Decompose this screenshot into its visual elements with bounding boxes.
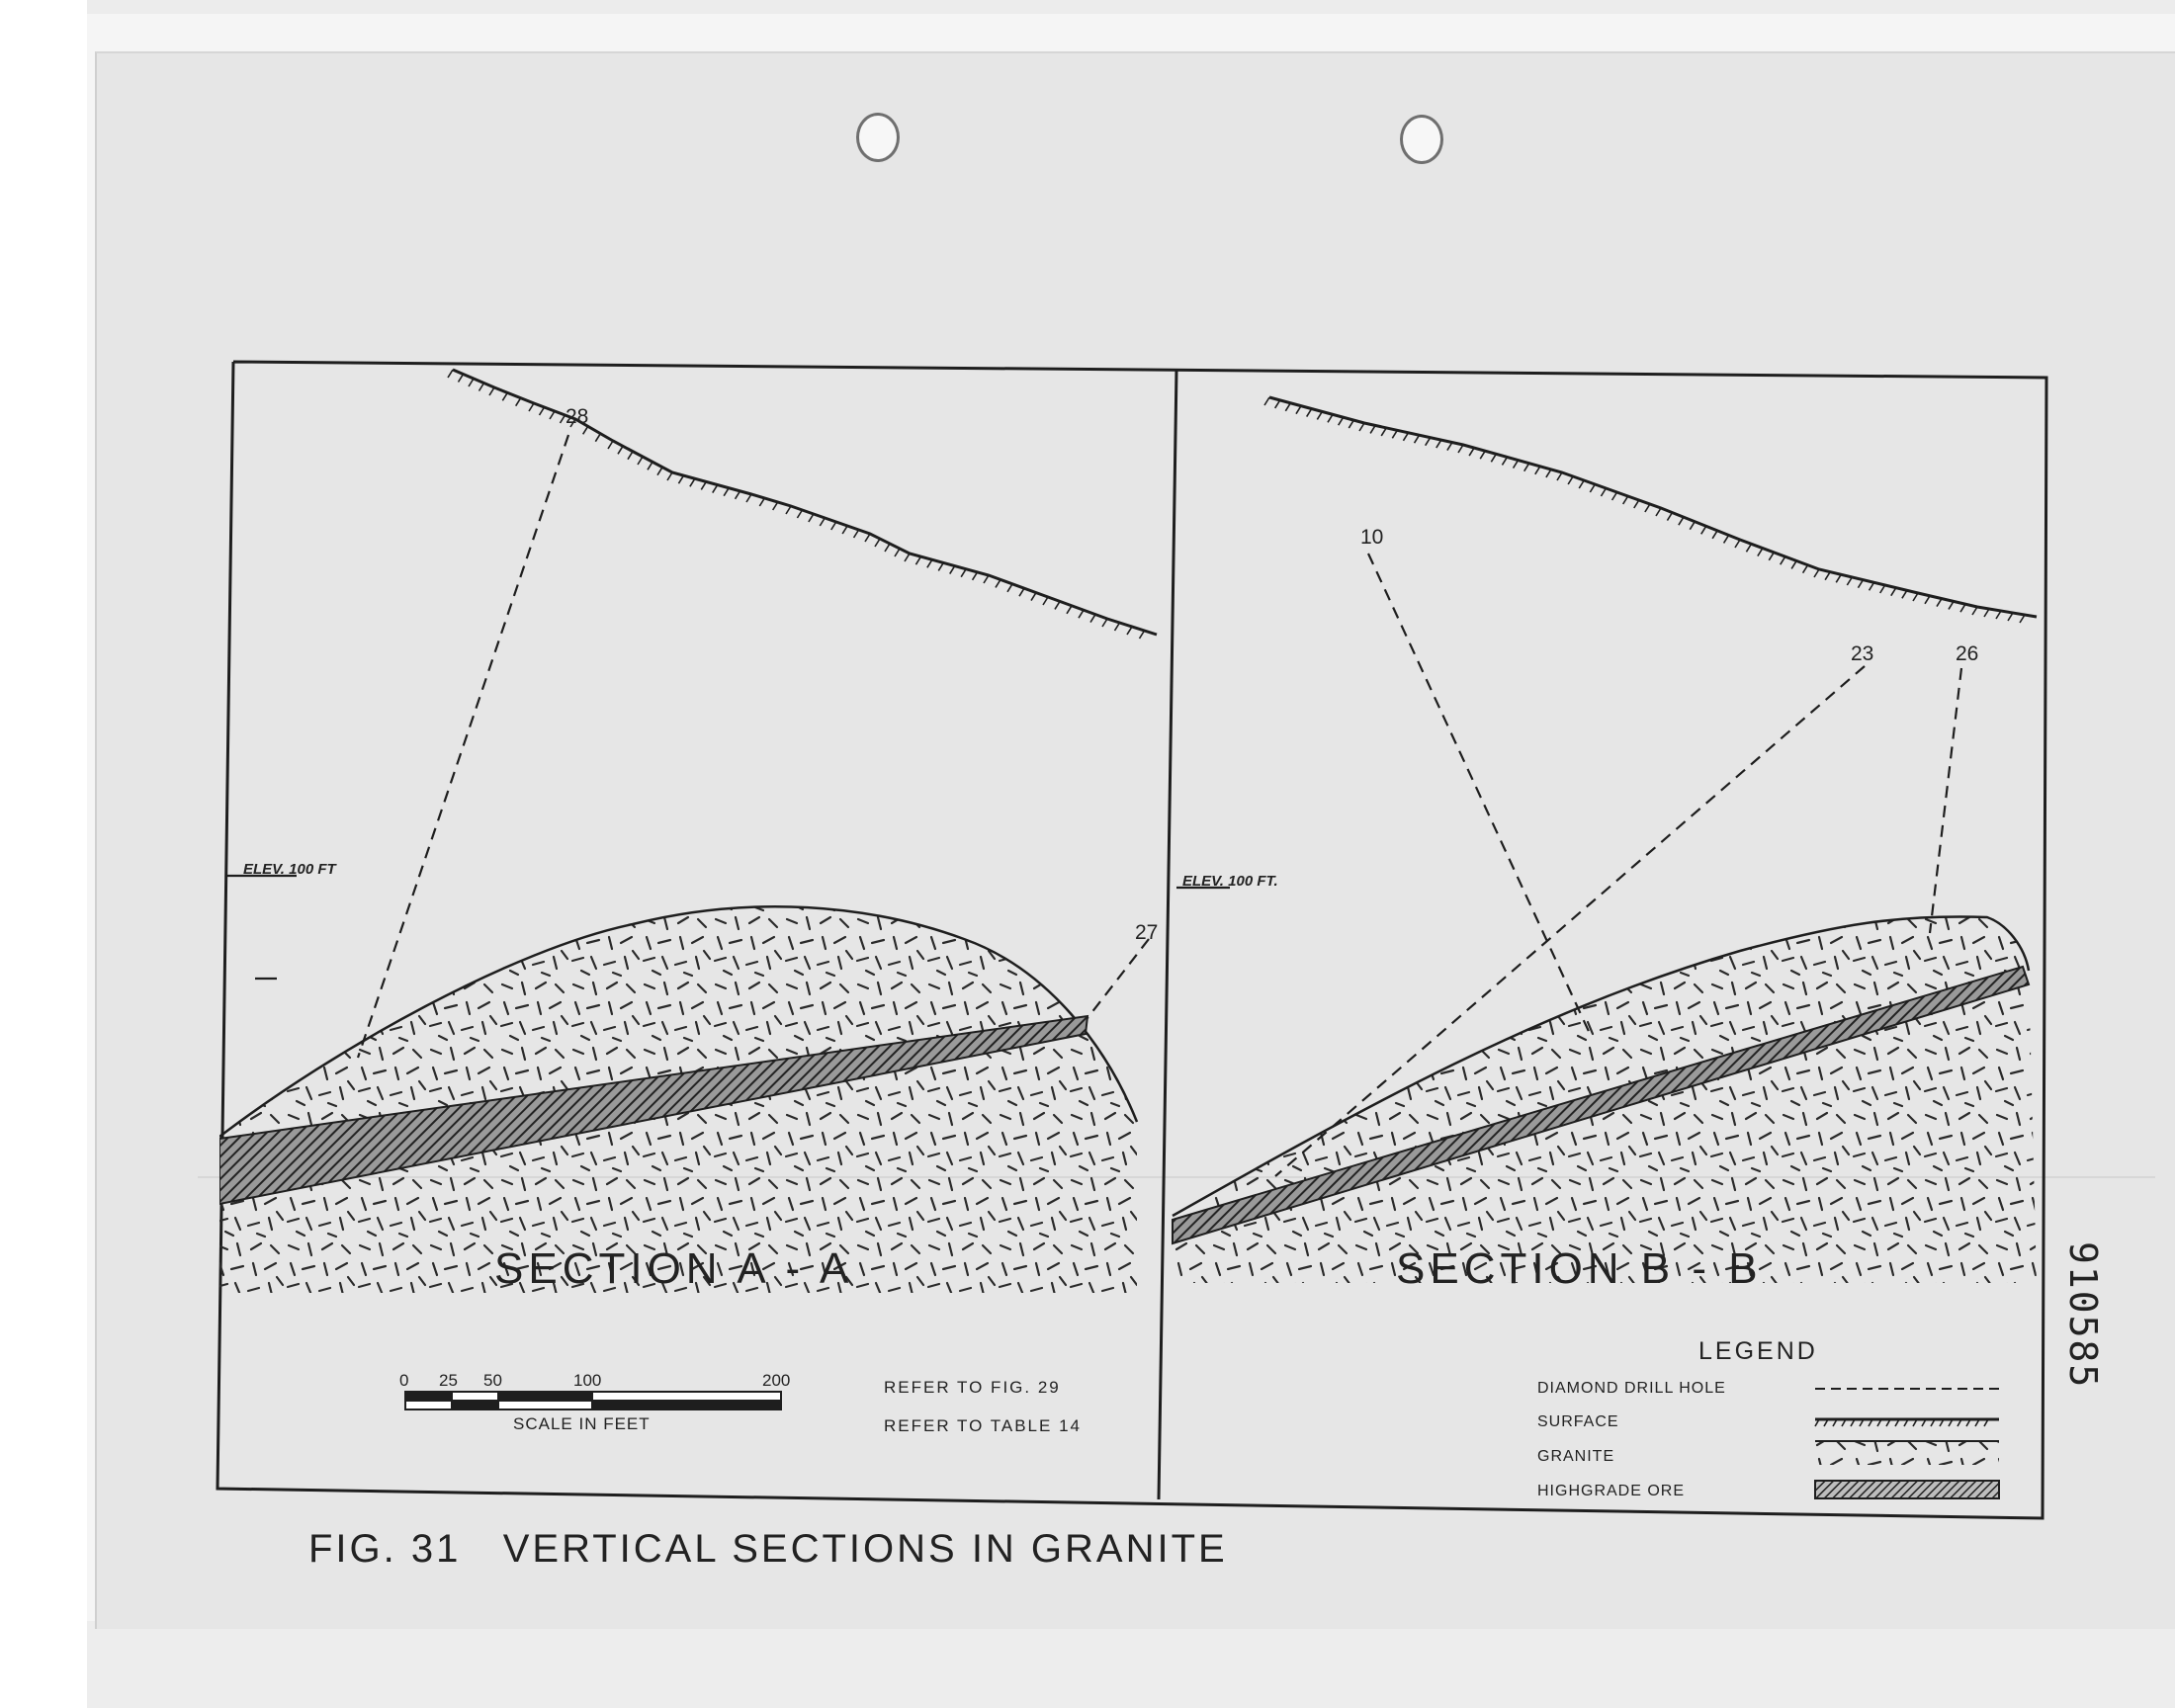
surface-hatch-tick [1735, 540, 1740, 548]
surface-hatch-tick [2020, 615, 2025, 623]
surface-hatch-tick [1370, 425, 1375, 433]
drill-hole-label-26: 26 [1956, 642, 1979, 665]
legend-label-granite: GRANITE [1537, 1448, 1615, 1465]
surface-hatch-tick [1891, 588, 1896, 596]
surface-hatch-tick [1847, 577, 1852, 585]
surface-hatch-tick [1381, 428, 1386, 436]
surface-hatch-tick [1656, 508, 1661, 516]
surface-hatch-tick [865, 534, 870, 542]
surface-hatch-tick [1769, 553, 1774, 560]
surface-hatch-tick [973, 572, 978, 580]
surface-hatch-tick [1127, 627, 1132, 635]
surface-hatch-tick [1870, 582, 1874, 590]
surface-hatch-tick [1645, 504, 1650, 512]
surface-hatch-tick [479, 384, 484, 391]
surface-hatch-tick [1019, 588, 1024, 596]
surface-hatch-tick [915, 556, 920, 564]
surface-hatch-tick [1858, 580, 1863, 588]
surface-hatch-tick [984, 575, 989, 583]
surface-hatch-tick [667, 472, 672, 480]
surface-hatch-tick [550, 411, 555, 419]
surface-hatch-tick [1079, 610, 1084, 618]
surface-hatch-tick [1102, 619, 1107, 627]
surface-hatch-tick [1836, 574, 1841, 582]
surface-hatch-tick [1758, 549, 1763, 556]
section-b-elevation-label: ELEV. 100 FT. [1182, 873, 1278, 890]
surface-hatch-tick [1502, 457, 1507, 465]
surface-hatch-tick [938, 562, 943, 570]
surface-hatch-tick [1679, 517, 1684, 525]
surface-hatch-tick [1264, 397, 1269, 405]
surface-hatch-tick [797, 510, 802, 518]
surface-hatch-tick [713, 485, 718, 493]
surface-hatch-tick [1557, 472, 1562, 480]
surface-hatch-tick [905, 554, 910, 561]
section-b-title: SECTION B - B [1396, 1244, 1763, 1293]
surface-hatch-tick [809, 514, 814, 522]
surface-hatch-tick [950, 566, 955, 574]
surface-hatch-tick [1007, 584, 1012, 592]
surface-hatch-tick [1140, 631, 1145, 639]
surface-hatch-tick [1667, 513, 1672, 521]
surface-hatch-tick [638, 457, 643, 465]
surface-hatch-tick [1803, 565, 1808, 573]
surface-hatch-tick [854, 530, 859, 538]
reference-table: REFER TO TABLE 14 [884, 1416, 1082, 1435]
surface-hatch-tick [1791, 560, 1796, 568]
section-a-title: SECTION A - A [494, 1244, 854, 1293]
surface-hatch-tick [1902, 590, 1907, 598]
scale-tick-100: 100 [573, 1371, 602, 1390]
surface-hatch-tick [595, 434, 600, 442]
surface-hatch-tick [1701, 526, 1706, 534]
drill-hole-26 [1930, 668, 1961, 933]
surface-hatch-tick [1568, 476, 1573, 484]
drill-hole-label-27: 27 [1135, 921, 1159, 944]
surface-hatch-tick [842, 526, 847, 534]
surface-hatch-tick [1925, 596, 1930, 604]
surface-hatch-tick [690, 478, 695, 486]
surface-hatch-tick [1712, 531, 1717, 539]
surface-hatch-tick [1634, 500, 1639, 508]
legend-symbol-highgrade-ore [1815, 1481, 1999, 1498]
surface-hatch-tick [1436, 440, 1441, 448]
scale-bar [405, 1392, 781, 1409]
surface-hatch-tick [1275, 400, 1280, 408]
surface-hatch-tick [1491, 454, 1496, 462]
surface-hatch-tick [996, 579, 1000, 587]
surface-hatch-tick [875, 539, 880, 547]
surface-hatch-tick [1814, 569, 1819, 577]
surface-hatch-tick [961, 569, 966, 577]
surface-hatch-tick [786, 506, 791, 514]
surface-hatch-tick [1880, 585, 1885, 593]
surface-hatch-tick [759, 498, 764, 506]
legend-label-surface: SURFACE [1537, 1413, 1619, 1430]
scale-tick-200: 200 [762, 1371, 791, 1390]
surface-hatch-tick [1996, 611, 2001, 619]
surface-hatch-tick [657, 468, 662, 475]
surface-hatch-tick [724, 488, 729, 496]
reference-fig: REFER TO FIG. 29 [884, 1378, 1061, 1397]
surface-hatch-tick [1623, 496, 1628, 504]
surface-hatch-tick [1514, 461, 1519, 469]
surface-hatch-tick [489, 387, 494, 395]
surface-hatch-tick [1960, 604, 1965, 612]
frame-divider [1159, 370, 1176, 1499]
surface-hatch-tick [628, 452, 633, 460]
surface-hatch-tick [648, 462, 652, 470]
surface-hatch-tick [1296, 406, 1301, 414]
surface-hatch-tick [1579, 480, 1584, 488]
surface-hatch-tick [502, 392, 507, 400]
surface-hatch-tick [1392, 430, 1397, 438]
surface-lines [453, 370, 2037, 635]
surface-hatch-tick [1043, 597, 1048, 605]
surface-hatching [448, 370, 2025, 639]
surface-hatch-tick [1690, 522, 1695, 530]
surface-hatch-tick [1055, 601, 1060, 609]
surface-hatch-tick [1447, 443, 1452, 451]
scale-caption: SCALE IN FEET [513, 1414, 651, 1433]
surface-hatch-tick [1724, 535, 1729, 543]
surface-hatch-tick [820, 518, 825, 526]
surface-hatch-tick [1913, 593, 1918, 601]
surface-hatch-tick [1612, 492, 1617, 500]
surface-hatch-tick [561, 415, 566, 423]
surface-hatch-tick [1469, 448, 1474, 456]
surface-hatch-tick [773, 502, 778, 510]
surface-hatch-tick [885, 544, 890, 552]
surface-hatch-tick [1348, 420, 1353, 428]
surface-hatch-tick [459, 375, 464, 383]
surface-hatch-tick [1328, 414, 1333, 422]
surface-hatch-tick [2008, 613, 2013, 621]
surface-hatch-tick [1825, 572, 1830, 580]
surface-hatch-tick [1285, 403, 1290, 411]
surface-hatch-tick [1317, 411, 1322, 419]
section-a-elevation-label: ELEV. 100 FT [243, 861, 336, 878]
legend-label-drill-hole: DIAMOND DRILL HOLE [1537, 1380, 1726, 1397]
drill-hole-label-10: 10 [1360, 526, 1384, 549]
surface-hatch-tick [1403, 433, 1408, 441]
legend-symbol-surface [1815, 1419, 1999, 1426]
surface-hatch-tick [701, 481, 706, 489]
figure-caption: FIG. 31 VERTICAL SECTIONS IN GRANITE [308, 1527, 1228, 1571]
scale-tick-0: 0 [399, 1371, 409, 1390]
surface-hatch-tick [1480, 451, 1485, 459]
surface-hatch-tick [895, 549, 900, 556]
margin-stamp: 910585 [2061, 1241, 2105, 1390]
surface-hatch-tick [1090, 615, 1095, 623]
surface-hatch-tick [1746, 544, 1751, 552]
surface-hatch-tick [1524, 464, 1529, 471]
surface-hatch-tick [1307, 409, 1312, 417]
surface-hatch-tick [831, 522, 836, 530]
drill-hole-27 [1088, 939, 1149, 1018]
surface-hatch-tick [448, 370, 453, 378]
legend-title: LEGEND [1698, 1337, 1818, 1365]
surface-hatch-tick [1458, 445, 1463, 453]
surface-hatch-tick [678, 475, 683, 483]
surface-hatch-tick [1535, 467, 1540, 474]
surface-hatch-tick [469, 379, 474, 386]
surface-hatch-tick [1949, 601, 1954, 609]
surface-hatch-tick [1601, 488, 1606, 496]
section-b-geology [1173, 916, 2037, 1283]
surface-hatch-tick [1984, 609, 1989, 617]
surface-hatch-tick [1115, 623, 1120, 631]
legend-symbol-granite [1815, 1441, 1999, 1465]
surface-hatch-tick [1339, 417, 1344, 425]
drill-hole-label-23: 23 [1851, 642, 1874, 665]
drill-hole-10 [1368, 554, 1592, 1038]
surface-hatch-tick [746, 494, 751, 502]
surface-hatch-tick [1067, 606, 1072, 614]
surface-hatch-tick [1937, 599, 1942, 607]
surface-hatch-tick [540, 407, 545, 415]
drill-hole-label-28: 28 [566, 405, 589, 428]
surface-hatch-tick [608, 441, 613, 449]
surface-hatch-tick [1781, 556, 1785, 564]
legend-label-highgrade-ore: HIGHGRADE ORE [1537, 1483, 1686, 1499]
surface-hatch-tick [1426, 438, 1431, 446]
surface-hatch-tick [927, 559, 932, 567]
section-a-geology [219, 906, 1137, 1295]
surface-hatch-tick [618, 446, 623, 454]
surface-hatch-tick [1546, 470, 1551, 477]
surface-hatch-tick [1590, 484, 1595, 492]
surface-hatch-tick [529, 403, 534, 411]
surface-hatch-tick [736, 491, 740, 499]
surface-hatch-tick [516, 398, 521, 406]
scale-tick-50: 50 [483, 1371, 502, 1390]
surface-hatch-tick [1415, 435, 1420, 443]
scale-tick-25: 25 [439, 1371, 458, 1390]
surface-hatch-tick [1972, 607, 1977, 615]
surface-hatch-tick [1359, 423, 1364, 431]
section-a-surface [453, 370, 1157, 635]
surface-hatch-tick [1031, 593, 1036, 601]
legend-symbols [1815, 1389, 2001, 1498]
